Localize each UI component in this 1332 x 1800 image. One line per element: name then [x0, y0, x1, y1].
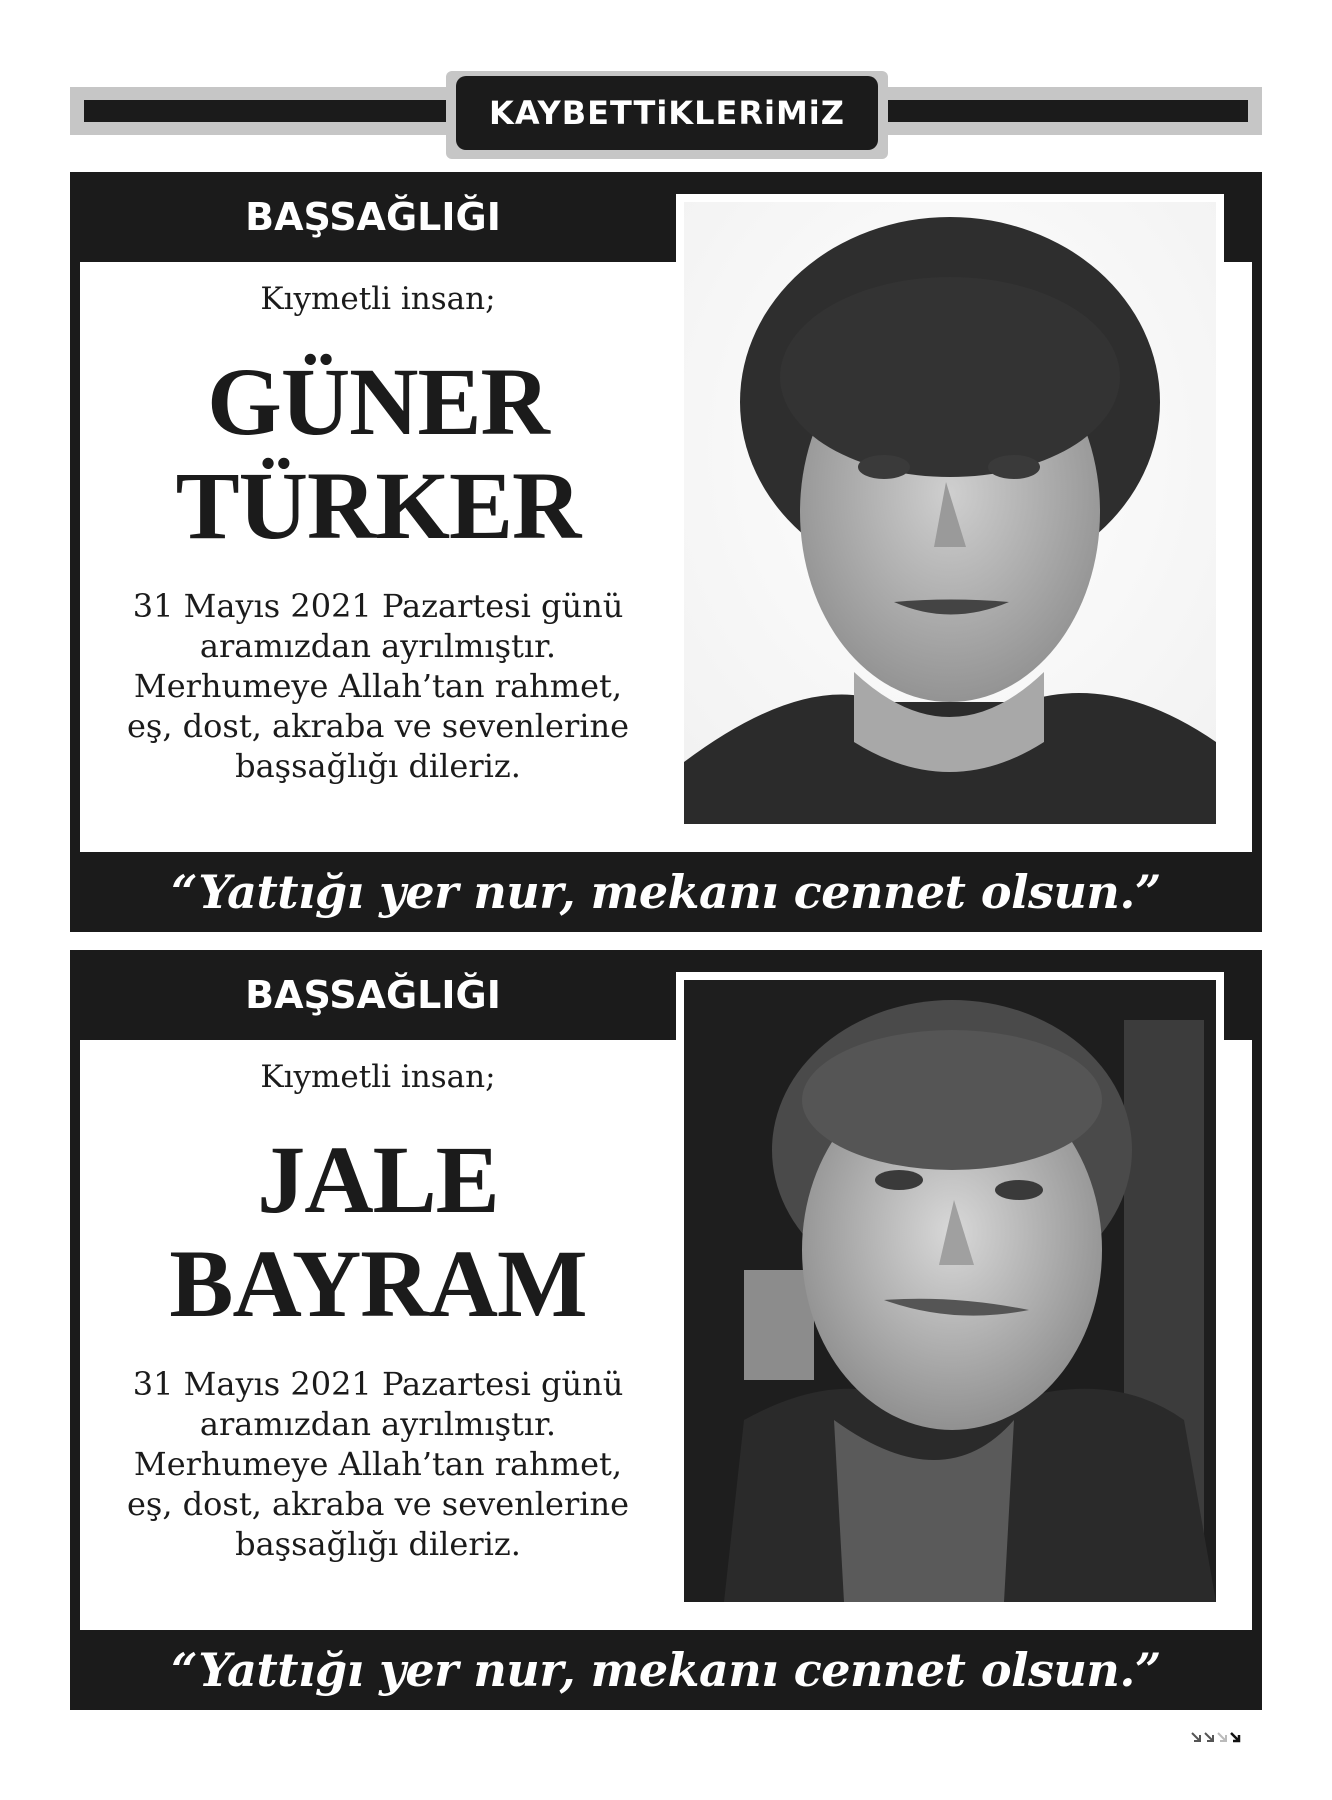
- deceased-name: [176, 350, 581, 558]
- portrait-photo: [684, 202, 1216, 824]
- notice-label: BAŞSAĞLIĞI: [245, 973, 501, 1017]
- condolence-message: [108, 586, 648, 786]
- message-line: eş, dost, akraba ve sevenlerine: [126, 1485, 630, 1524]
- notice-text: [80, 1040, 676, 1630]
- obituary-notice: [70, 172, 1262, 932]
- message-line: Merhumeye Allah’tan rahmet,: [133, 667, 623, 706]
- message-line: eş, dost, akraba ve sevenlerine: [126, 707, 630, 746]
- intro-text: Kıymetli insan;: [260, 1059, 496, 1095]
- notice-text: [80, 262, 676, 852]
- header-tab: [456, 76, 878, 150]
- message-line: Merhumeye Allah’tan rahmet,: [133, 1445, 623, 1484]
- condolence-message: [108, 1364, 648, 1564]
- message-line: başsağlığı dileriz.: [235, 747, 521, 786]
- name-last: TÜRKER: [175, 452, 581, 560]
- message-line: başsağlığı dileriz.: [235, 1525, 521, 1564]
- intro-text: Kıymetli insan;: [260, 281, 496, 317]
- arrow-icon: [1190, 1730, 1242, 1744]
- closing-quote: “Yattığı yer nur, mekanı cennet olsun.”: [171, 1643, 1161, 1697]
- name-first: JALE: [257, 1126, 499, 1234]
- closing-quote: “Yattığı yer nur, mekanı cennet olsun.”: [171, 865, 1161, 919]
- obituary-notice: [70, 950, 1262, 1710]
- message-line: aramızdan ayrılmıştır.: [199, 1405, 557, 1444]
- deceased-name: [169, 1128, 586, 1336]
- message-line: aramızdan ayrılmıştır.: [199, 627, 557, 666]
- message-line: 31 Mayıs 2021 Pazartesi günü: [132, 1365, 624, 1404]
- portrait-photo: [684, 980, 1216, 1602]
- name-last: BAYRAM: [169, 1230, 587, 1338]
- notice-label: BAŞSAĞLIĞI: [245, 195, 501, 239]
- message-line: 31 Mayıs 2021 Pazartesi günü: [132, 587, 624, 626]
- name-first: GÜNER: [207, 348, 549, 456]
- section-title: KAYBETTiKLERiMiZ: [489, 94, 845, 132]
